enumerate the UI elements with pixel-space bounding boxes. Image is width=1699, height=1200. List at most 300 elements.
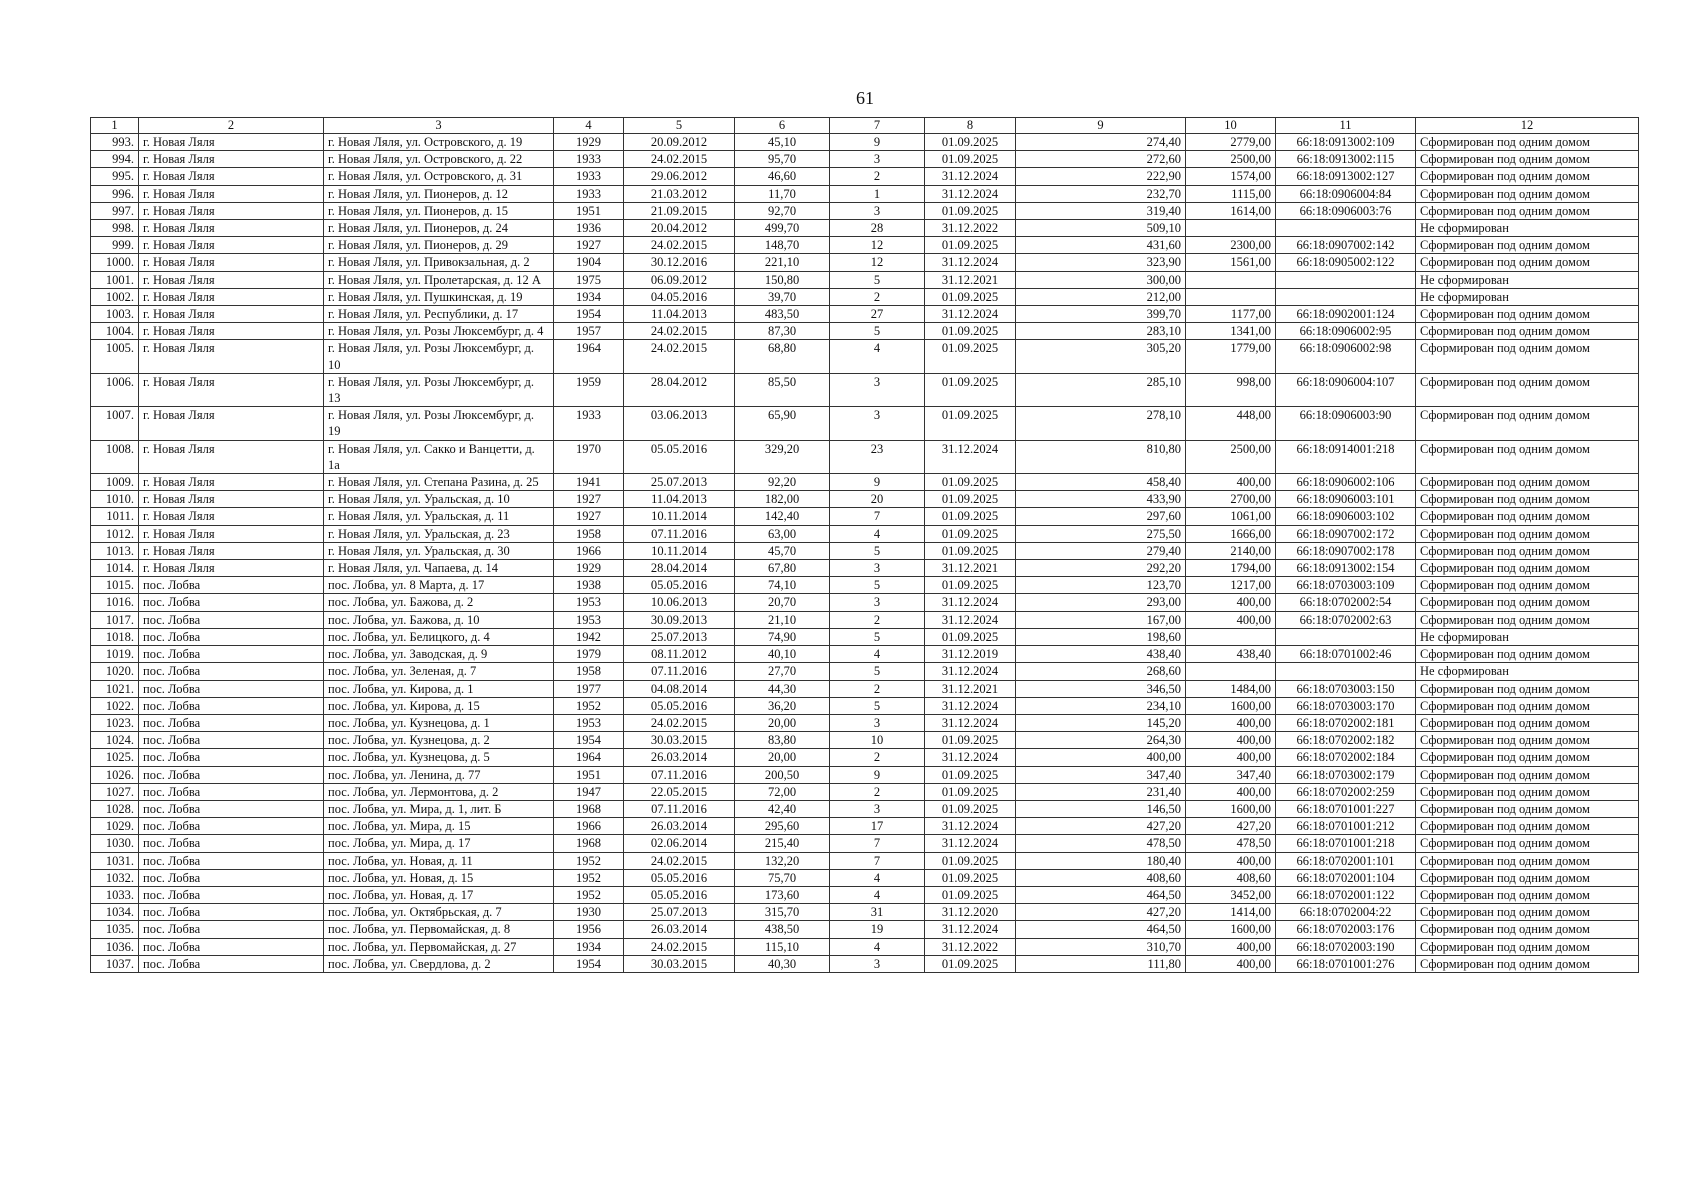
cadastral-number-cell: 66:18:0702002:184 (1276, 749, 1416, 766)
table-row (91, 663, 1639, 680)
row-number-cell: 1005. (91, 340, 139, 373)
cost-cell: 234,10 (1016, 697, 1186, 714)
deadline-cell: 31.12.2024 (925, 611, 1016, 628)
address-cell: пос. Лобва, ул. Первомайская, д. 8 (324, 921, 554, 938)
address-cell: г. Новая Ляля, ул. Розы Люксембург, д. 19 (324, 407, 554, 440)
area-cell: 63,00 (735, 525, 830, 542)
deadline-cell: 01.09.2025 (925, 323, 1016, 340)
land-status-cell: Сформирован под одним домом (1416, 611, 1639, 628)
deadline-cell: 01.09.2025 (925, 800, 1016, 817)
land-area-cell: 427,20 (1186, 818, 1276, 835)
area-cell: 65,90 (735, 407, 830, 440)
locality-cell: пос. Лобва (139, 904, 324, 921)
deadline-cell: 31.12.2024 (925, 168, 1016, 185)
survey-date-cell: 26.03.2014 (624, 921, 735, 938)
cadastral-number-cell: 66:18:0701002:46 (1276, 646, 1416, 663)
survey-date-cell: 02.06.2014 (624, 835, 735, 852)
apartments-cell: 23 (830, 440, 925, 473)
deadline-cell: 01.09.2025 (925, 474, 1016, 491)
apartments-cell: 3 (830, 800, 925, 817)
table-row (91, 323, 1639, 340)
table-row (91, 577, 1639, 594)
address-cell: пос. Лобва, ул. Лермонтова, д. 2 (324, 783, 554, 800)
locality-cell: г. Новая Ляля (139, 237, 324, 254)
land-status-cell: Сформирован под одним домом (1416, 323, 1639, 340)
area-cell: 150,80 (735, 271, 830, 288)
cost-cell: 268,60 (1016, 663, 1186, 680)
build-year-cell: 1927 (554, 508, 624, 525)
land-status-cell: Сформирован под одним домом (1416, 373, 1639, 406)
cadastral-number-cell: 66:18:0906002:95 (1276, 323, 1416, 340)
deadline-cell: 01.09.2025 (925, 508, 1016, 525)
area-cell: 20,00 (735, 749, 830, 766)
cost-cell: 146,50 (1016, 800, 1186, 817)
cost-cell: 111,80 (1016, 955, 1186, 972)
build-year-cell: 1951 (554, 766, 624, 783)
locality-cell: г. Новая Ляля (139, 525, 324, 542)
land-area-cell: 1561,00 (1186, 254, 1276, 271)
row-number-cell: 999. (91, 237, 139, 254)
apartments-cell: 4 (830, 646, 925, 663)
survey-date-cell: 28.04.2014 (624, 560, 735, 577)
land-status-cell: Сформирован под одним домом (1416, 407, 1639, 440)
deadline-cell: 31.12.2024 (925, 306, 1016, 323)
cost-cell: 478,50 (1016, 835, 1186, 852)
land-status-cell: Сформирован под одним домом (1416, 525, 1639, 542)
survey-date-cell: 20.09.2012 (624, 134, 735, 151)
apartments-cell: 3 (830, 407, 925, 440)
land-status-cell: Сформирован под одним домом (1416, 577, 1639, 594)
table-row (91, 373, 1639, 406)
row-number-cell: 1030. (91, 835, 139, 852)
address-cell: г. Новая Ляля, ул. Островского, д. 22 (324, 151, 554, 168)
apartments-cell: 19 (830, 921, 925, 938)
land-area-cell: 400,00 (1186, 955, 1276, 972)
area-cell: 83,80 (735, 732, 830, 749)
deadline-cell: 31.12.2024 (925, 818, 1016, 835)
row-number-cell: 994. (91, 151, 139, 168)
deadline-cell: 31.12.2024 (925, 185, 1016, 202)
apartments-cell: 4 (830, 938, 925, 955)
address-cell: г. Новая Ляля, ул. Пролетарская, д. 12 А (324, 271, 554, 288)
apartments-cell: 9 (830, 134, 925, 151)
address-cell: г. Новая Ляля, ул. Розы Люксембург, д. 4 (324, 323, 554, 340)
deadline-cell: 01.09.2025 (925, 869, 1016, 886)
col-header-7: 7 (830, 118, 925, 134)
locality-cell: г. Новая Ляля (139, 134, 324, 151)
build-year-cell: 1958 (554, 525, 624, 542)
locality-cell: г. Новая Ляля (139, 288, 324, 305)
row-number-cell: 1011. (91, 508, 139, 525)
area-cell: 221,10 (735, 254, 830, 271)
table-row (91, 491, 1639, 508)
page-number: 61 (856, 88, 874, 108)
locality-cell: пос. Лобва (139, 749, 324, 766)
col-header-1: 1 (91, 118, 139, 134)
build-year-cell: 1968 (554, 835, 624, 852)
locality-cell: г. Новая Ляля (139, 373, 324, 406)
cadastral-number-cell: 66:18:0906003:90 (1276, 407, 1416, 440)
land-status-cell: Сформирован под одним домом (1416, 560, 1639, 577)
cadastral-number-cell (1276, 271, 1416, 288)
cost-cell: 509,10 (1016, 220, 1186, 237)
area-cell: 92,70 (735, 202, 830, 219)
survey-date-cell: 30.12.2016 (624, 254, 735, 271)
cadastral-number-cell: 66:18:0913002:115 (1276, 151, 1416, 168)
survey-date-cell: 05.05.2016 (624, 886, 735, 903)
area-cell: 20,00 (735, 714, 830, 731)
survey-date-cell: 10.11.2014 (624, 542, 735, 559)
address-cell: пос. Лобва, ул. Первомайская, д. 27 (324, 938, 554, 955)
area-cell: 215,40 (735, 835, 830, 852)
row-number-cell: 1014. (91, 560, 139, 577)
survey-date-cell: 24.02.2015 (624, 237, 735, 254)
address-cell: пос. Лобва, ул. Кузнецова, д. 1 (324, 714, 554, 731)
build-year-cell: 1959 (554, 373, 624, 406)
row-number-cell: 1033. (91, 886, 139, 903)
cost-cell: 347,40 (1016, 766, 1186, 783)
build-year-cell: 1934 (554, 288, 624, 305)
land-status-cell: Сформирован под одним домом (1416, 800, 1639, 817)
cadastral-number-cell: 66:18:0914001:218 (1276, 440, 1416, 473)
address-cell: пос. Лобва, ул. Мира, д. 15 (324, 818, 554, 835)
table-row (91, 611, 1639, 628)
build-year-cell: 1927 (554, 491, 624, 508)
build-year-cell: 1952 (554, 886, 624, 903)
deadline-cell: 01.09.2025 (925, 288, 1016, 305)
address-cell: пос. Лобва, ул. Мира, д. 17 (324, 835, 554, 852)
row-number-cell: 1012. (91, 525, 139, 542)
row-number-cell: 1021. (91, 680, 139, 697)
land-area-cell: 2300,00 (1186, 237, 1276, 254)
build-year-cell: 1941 (554, 474, 624, 491)
cost-cell: 231,40 (1016, 783, 1186, 800)
area-cell: 74,10 (735, 577, 830, 594)
survey-date-cell: 03.06.2013 (624, 407, 735, 440)
survey-date-cell: 30.09.2013 (624, 611, 735, 628)
build-year-cell: 1953 (554, 611, 624, 628)
apartments-cell: 3 (830, 955, 925, 972)
table-row (91, 168, 1639, 185)
address-cell: пос. Лобва, ул. Кузнецова, д. 5 (324, 749, 554, 766)
locality-cell: пос. Лобва (139, 714, 324, 731)
cadastral-number-cell: 66:18:0907002:178 (1276, 542, 1416, 559)
locality-cell: пос. Лобва (139, 869, 324, 886)
cost-cell: 274,40 (1016, 134, 1186, 151)
cadastral-number-cell (1276, 628, 1416, 645)
row-number-cell: 1036. (91, 938, 139, 955)
locality-cell: г. Новая Ляля (139, 168, 324, 185)
table-row (91, 288, 1639, 305)
apartments-cell: 4 (830, 869, 925, 886)
locality-cell: пос. Лобва (139, 646, 324, 663)
address-cell: г. Новая Ляля, ул. Уральская, д. 10 (324, 491, 554, 508)
locality-cell: г. Новая Ляля (139, 254, 324, 271)
land-area-cell (1186, 271, 1276, 288)
cadastral-number-cell: 66:18:0902001:124 (1276, 306, 1416, 323)
locality-cell: пос. Лобва (139, 766, 324, 783)
cadastral-number-cell: 66:18:0701001:227 (1276, 800, 1416, 817)
deadline-cell: 31.12.2020 (925, 904, 1016, 921)
survey-date-cell: 24.02.2015 (624, 852, 735, 869)
locality-cell: пос. Лобва (139, 680, 324, 697)
land-status-cell: Сформирован под одним домом (1416, 732, 1639, 749)
deadline-cell: 01.09.2025 (925, 852, 1016, 869)
area-cell: 40,10 (735, 646, 830, 663)
cost-cell: 323,90 (1016, 254, 1186, 271)
table-row (91, 938, 1639, 955)
land-area-cell: 1217,00 (1186, 577, 1276, 594)
build-year-cell: 1933 (554, 185, 624, 202)
deadline-cell: 31.12.2022 (925, 220, 1016, 237)
table-row (91, 560, 1639, 577)
area-cell: 85,50 (735, 373, 830, 406)
address-cell: пос. Лобва, ул. Заводская, д. 9 (324, 646, 554, 663)
address-cell: г. Новая Ляля, ул. Пионеров, д. 15 (324, 202, 554, 219)
locality-cell: пос. Лобва (139, 732, 324, 749)
cost-cell: 198,60 (1016, 628, 1186, 645)
land-status-cell: Не сформирован (1416, 288, 1639, 305)
deadline-cell: 31.12.2024 (925, 835, 1016, 852)
apartments-cell: 2 (830, 168, 925, 185)
cadastral-number-cell (1276, 220, 1416, 237)
land-area-cell: 1600,00 (1186, 697, 1276, 714)
land-status-cell: Сформирован под одним домом (1416, 168, 1639, 185)
cost-cell: 399,70 (1016, 306, 1186, 323)
survey-date-cell: 24.02.2015 (624, 938, 735, 955)
area-cell: 45,10 (735, 134, 830, 151)
address-cell: г. Новая Ляля, ул. Пионеров, д. 29 (324, 237, 554, 254)
table-row (91, 151, 1639, 168)
land-area-cell: 400,00 (1186, 611, 1276, 628)
table-row (91, 407, 1639, 440)
address-cell: г. Новая Ляля, ул. Привокзальная, д. 2 (324, 254, 554, 271)
address-cell: г. Новая Ляля, ул. Пионеров, д. 12 (324, 185, 554, 202)
row-number-cell: 1016. (91, 594, 139, 611)
row-number-cell: 1032. (91, 869, 139, 886)
land-area-cell (1186, 628, 1276, 645)
build-year-cell: 1952 (554, 869, 624, 886)
deadline-cell: 01.09.2025 (925, 340, 1016, 373)
row-number-cell: 1010. (91, 491, 139, 508)
cadastral-number-cell: 66:18:0703003:109 (1276, 577, 1416, 594)
table-row (91, 921, 1639, 938)
col-header-10: 10 (1186, 118, 1276, 134)
cadastral-number-cell (1276, 288, 1416, 305)
land-area-cell: 1600,00 (1186, 800, 1276, 817)
apartments-cell: 9 (830, 474, 925, 491)
row-number-cell: 998. (91, 220, 139, 237)
build-year-cell: 1947 (554, 783, 624, 800)
area-cell: 75,70 (735, 869, 830, 886)
build-year-cell: 1938 (554, 577, 624, 594)
land-status-cell: Сформирован под одним домом (1416, 697, 1639, 714)
land-area-cell: 1666,00 (1186, 525, 1276, 542)
cost-cell: 458,40 (1016, 474, 1186, 491)
deadline-cell: 31.12.2021 (925, 271, 1016, 288)
address-cell: пос. Лобва, ул. Свердлова, д. 2 (324, 955, 554, 972)
cost-cell: 438,40 (1016, 646, 1186, 663)
area-cell: 45,70 (735, 542, 830, 559)
table-row (91, 697, 1639, 714)
row-number-cell: 993. (91, 134, 139, 151)
apartments-cell: 2 (830, 783, 925, 800)
area-cell: 67,80 (735, 560, 830, 577)
build-year-cell: 1933 (554, 407, 624, 440)
row-number-cell: 1013. (91, 542, 139, 559)
deadline-cell: 31.12.2024 (925, 921, 1016, 938)
deadline-cell: 31.12.2024 (925, 663, 1016, 680)
table-row (91, 628, 1639, 645)
build-year-cell: 1952 (554, 697, 624, 714)
cadastral-number-cell: 66:18:0906002:106 (1276, 474, 1416, 491)
survey-date-cell: 26.03.2014 (624, 818, 735, 835)
area-cell: 44,30 (735, 680, 830, 697)
land-status-cell: Сформирован под одним домом (1416, 818, 1639, 835)
locality-cell: г. Новая Ляля (139, 407, 324, 440)
apartments-cell: 3 (830, 373, 925, 406)
table-row (91, 474, 1639, 491)
address-cell: пос. Лобва, ул. Кирова, д. 15 (324, 697, 554, 714)
table-row (91, 646, 1639, 663)
cost-cell: 346,50 (1016, 680, 1186, 697)
address-cell: пос. Лобва, ул. Новая, д. 11 (324, 852, 554, 869)
deadline-cell: 31.12.2021 (925, 560, 1016, 577)
apartments-cell: 4 (830, 340, 925, 373)
row-number-cell: 1017. (91, 611, 139, 628)
build-year-cell: 1929 (554, 134, 624, 151)
land-area-cell: 1177,00 (1186, 306, 1276, 323)
address-cell: пос. Лобва, ул. Белицкого, д. 4 (324, 628, 554, 645)
area-cell: 36,20 (735, 697, 830, 714)
apartments-cell: 7 (830, 852, 925, 869)
survey-date-cell: 05.05.2016 (624, 577, 735, 594)
cadastral-number-cell: 66:18:0702003:176 (1276, 921, 1416, 938)
deadline-cell: 31.12.2024 (925, 749, 1016, 766)
area-cell: 11,70 (735, 185, 830, 202)
land-area-cell: 478,50 (1186, 835, 1276, 852)
area-cell: 132,20 (735, 852, 830, 869)
build-year-cell: 1952 (554, 852, 624, 869)
land-area-cell: 400,00 (1186, 732, 1276, 749)
table-row (91, 886, 1639, 903)
land-area-cell: 2500,00 (1186, 151, 1276, 168)
col-header-2: 2 (139, 118, 324, 134)
apartments-cell: 5 (830, 577, 925, 594)
survey-date-cell: 24.02.2015 (624, 323, 735, 340)
table-row (91, 542, 1639, 559)
build-year-cell: 1942 (554, 628, 624, 645)
build-year-cell: 1934 (554, 938, 624, 955)
apartments-cell: 5 (830, 271, 925, 288)
table-row (91, 732, 1639, 749)
locality-cell: пос. Лобва (139, 663, 324, 680)
apartments-cell: 27 (830, 306, 925, 323)
area-cell: 46,60 (735, 168, 830, 185)
land-status-cell: Сформирован под одним домом (1416, 783, 1639, 800)
address-cell: пос. Лобва, ул. Ленина, д. 77 (324, 766, 554, 783)
table-row (91, 185, 1639, 202)
locality-cell: пос. Лобва (139, 594, 324, 611)
cadastral-number-cell: 66:18:0906002:98 (1276, 340, 1416, 373)
area-cell: 483,50 (735, 306, 830, 323)
build-year-cell: 1956 (554, 921, 624, 938)
land-status-cell: Сформирован под одним домом (1416, 202, 1639, 219)
apartments-cell: 4 (830, 886, 925, 903)
survey-date-cell: 05.05.2016 (624, 697, 735, 714)
land-status-cell: Сформирован под одним домом (1416, 306, 1639, 323)
build-year-cell: 1966 (554, 818, 624, 835)
survey-date-cell: 28.04.2012 (624, 373, 735, 406)
land-area-cell: 400,00 (1186, 714, 1276, 731)
col-header-5: 5 (624, 118, 735, 134)
address-cell: г. Новая Ляля, ул. Уральская, д. 23 (324, 525, 554, 542)
table-row (91, 271, 1639, 288)
cadastral-number-cell: 66:18:0702002:63 (1276, 611, 1416, 628)
area-cell: 173,60 (735, 886, 830, 903)
locality-cell: г. Новая Ляля (139, 271, 324, 288)
cost-cell: 310,70 (1016, 938, 1186, 955)
cadastral-number-cell: 66:18:0701001:212 (1276, 818, 1416, 835)
land-area-cell: 2140,00 (1186, 542, 1276, 559)
col-header-3: 3 (324, 118, 554, 134)
land-status-cell: Сформирован под одним домом (1416, 542, 1639, 559)
column-number-row (91, 118, 1639, 134)
land-status-cell: Сформирован под одним домом (1416, 340, 1639, 373)
cadastral-number-cell: 66:18:0701001:218 (1276, 835, 1416, 852)
build-year-cell: 1929 (554, 560, 624, 577)
area-cell: 40,30 (735, 955, 830, 972)
deadline-cell: 01.09.2025 (925, 766, 1016, 783)
apartments-cell: 20 (830, 491, 925, 508)
land-area-cell (1186, 288, 1276, 305)
deadline-cell: 01.09.2025 (925, 955, 1016, 972)
land-status-cell: Сформирован под одним домом (1416, 852, 1639, 869)
build-year-cell: 1904 (554, 254, 624, 271)
cost-cell: 408,60 (1016, 869, 1186, 886)
table-row (91, 955, 1639, 972)
address-cell: г. Новая Ляля, ул. Сакко и Ванцетти, д. 1а (324, 440, 554, 473)
row-number-cell: 995. (91, 168, 139, 185)
build-year-cell: 1958 (554, 663, 624, 680)
survey-date-cell: 05.05.2016 (624, 869, 735, 886)
locality-cell: пос. Лобва (139, 921, 324, 938)
land-status-cell: Сформирован под одним домом (1416, 938, 1639, 955)
cadastral-number-cell: 66:18:0905002:122 (1276, 254, 1416, 271)
apartments-cell: 7 (830, 508, 925, 525)
area-cell: 115,10 (735, 938, 830, 955)
locality-cell: пос. Лобва (139, 955, 324, 972)
locality-cell: г. Новая Ляля (139, 202, 324, 219)
land-area-cell: 438,40 (1186, 646, 1276, 663)
apartments-cell: 3 (830, 560, 925, 577)
deadline-cell: 31.12.2024 (925, 440, 1016, 473)
area-cell: 74,90 (735, 628, 830, 645)
locality-cell: пос. Лобва (139, 783, 324, 800)
cadastral-number-cell: 66:18:0703002:179 (1276, 766, 1416, 783)
cadastral-number-cell: 66:18:0702002:259 (1276, 783, 1416, 800)
locality-cell: г. Новая Ляля (139, 542, 324, 559)
land-area-cell: 2779,00 (1186, 134, 1276, 151)
land-status-cell: Сформирован под одним домом (1416, 749, 1639, 766)
locality-cell: пос. Лобва (139, 628, 324, 645)
land-status-cell: Сформирован под одним домом (1416, 886, 1639, 903)
registry-body (91, 134, 1639, 973)
apartments-cell: 5 (830, 628, 925, 645)
survey-date-cell: 21.09.2015 (624, 202, 735, 219)
locality-cell: пос. Лобва (139, 938, 324, 955)
cadastral-number-cell: 66:18:0703003:150 (1276, 680, 1416, 697)
